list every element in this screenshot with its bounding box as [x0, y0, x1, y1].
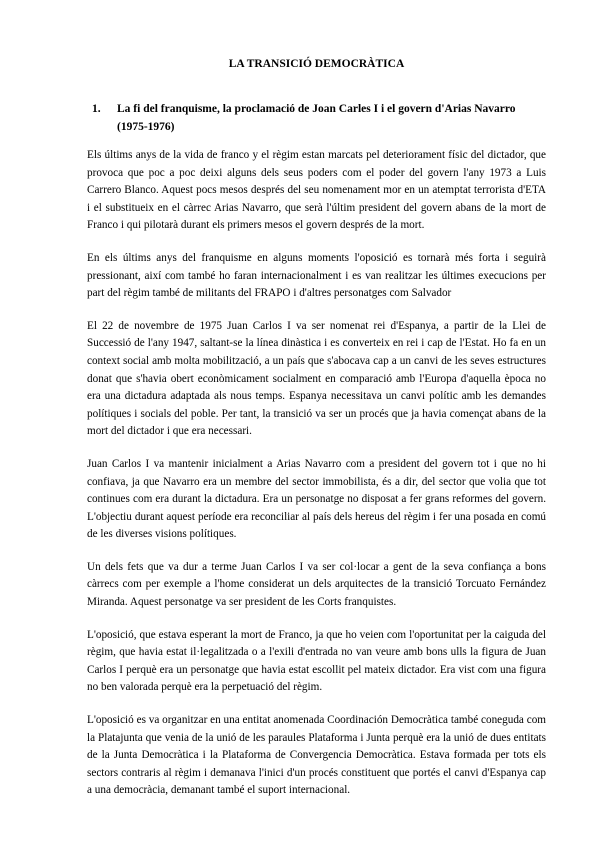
document-body — [87, 147, 546, 815]
section-number: 1. — [92, 103, 101, 115]
paragraph: L'oposició, que estava esperant la mort de Franco, ja que ho veien com l'oportunitat per la caiguda del règim, que havia estat il·legalitzada o a l'exili d'entrada no van veure amb bons ulls la figura de Juan Carlos I perquè era un personatge que havia estat escollit pel mateix dictador. Era vist com una figura no ben valorada perquè era la perpetuació del règim. — [87, 628, 546, 694]
document-title: LA TRANSICIÓ DEMOCRÀTICA — [228, 58, 405, 70]
paragraph: L'oposició es va organitzar en una entitat anomenada Coordinación Democràtica també coneguda com la Platajunta que venia de la unió de les paraules Plataforma i Junta perquè era la unió de dues entitats de la Junta Democràtica i la Plataforma de Convergencia Democràtica. Estava formada per tots els sectors contraris al règim i demanava l'inici d'un procés constituent que portés el canvi d'Espanya cap a una democràcia, demanant també el suport internacional. — [87, 714, 546, 797]
section-heading — [87, 101, 546, 136]
section-heading-text: La fi del franquisme, la proclamació de Joan Carles I i el govern d'Arias Navarro (1975-1976) — [117, 103, 516, 133]
paragraph: Els últims anys de la vida de franco y el règim estan marcats pel deteriorament físic del dictador, que provoca que poc a poc deixi alguns dels seus poders com el poder del govern l'any 1973 a Luis Carrero Blanco. Aquest pocs mesos després del seu nomenament mor en un atemptat terrorista d'ETA i el substitueix en el càrrec Arias Navarro, que serà l'últim president del govern abans de la mort de Franco i qui pilotarà durant els primers mesos el govern després de la mort. — [87, 149, 546, 232]
paragraph: Juan Carlos I va mantenir inicialment a Arias Navarro com a president del govern tot i que no hi confiava, ja que Navarro era un membre del sector immobilista, és a dir, del sector que volia que tot continues com era durant la dictadura. Era un personatge no disposat a fer grans reformes del govern. L'objectiu durant aquest període era reconciliar al país dels hereus del règim i fer una posada en comú de les diverses visions polítiques. — [87, 457, 546, 541]
paragraph: En els últims anys del franquisme en alguns moments l'oposició es tornarà més forta i seguirà pressionant, així com també ho faran internacionalment i es van realitzar les últimes execucions per part del règim també de militants del FRAPO i d'altres personatges com Salvador — [87, 251, 546, 300]
paragraph: El 22 de novembre de 1975 Juan Carlos I va ser nomenat rei d'Espanya, a partir de la Llei de Successió de l'any 1947, saltant-se la línea dinàstica i es converteix en rei i cap de l'Estat. Ho fa en un context social amb molta mobilització, a un país que s'abocava cap a un canvi de les seves estructures donat que s'havia obert econòmicament socialment en comparació amb l'Europa d'aquella època no era una dictadura adaptada als nous temps. Espanya necessitava un canvi polític amb les demandes polítiques i socials del poble. Per tant, la transició va ser un procés que ja havia començat abans de la mort del dictador i que era necessari. — [87, 319, 546, 438]
paragraph: Un dels fets que va dur a terme Juan Carlos I va ser col·locar a gent de la seva confiança a bons càrrecs com per exemple a l'home considerat un dels arquitectes de la transició Torcuato Fernández Miranda. Aquest personatge va ser president de les Corts franquistes. — [87, 560, 546, 609]
